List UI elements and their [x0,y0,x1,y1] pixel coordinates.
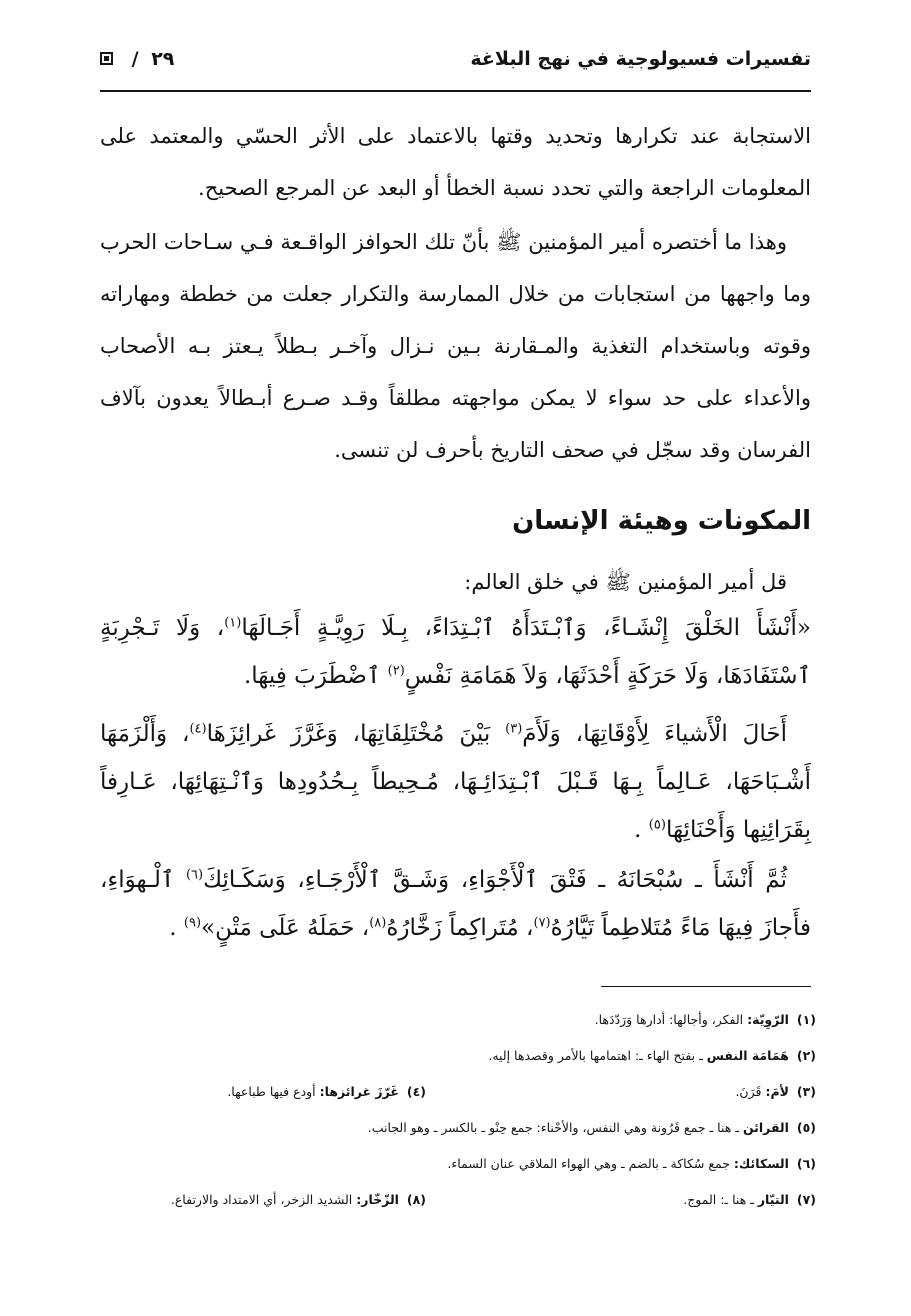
footnote-text: قَرَنَ. [735,1084,766,1099]
footnote-text: جمع سُكاكة ـ بالضم ـ وهي الهواء الملاقي عنان السماء. [447,1156,734,1171]
footnote-8 [171,1188,426,1212]
quote-text: ٱضْطَرَبَ فِيهَا. [243,663,381,689]
footnote-ref[interactable]: (٨) [369,915,387,931]
quote-text: ٱلْـهوَاءِ، فأَجازَ فِيهَا مَاءً مُتَلاطِماً تَيَّارُهُ [100,867,811,941]
quote-text: أَحَالَ الْأَشياءَ لِأَوْقَاتِهَا، وَلَأَمَ [522,721,787,747]
footnote-term: الرّوِيّة: [747,1012,789,1027]
footnote-text: الشديد الزخر، أي الامتداد والارتفاع. [170,1192,357,1207]
footnote-number: (٧) [796,1192,816,1207]
footnote-text: أودع فيها طباعها. [227,1084,320,1099]
page-number: ٢٩ [151,48,175,70]
footnote-ref[interactable]: (١) [224,615,242,631]
footnote-2 [100,1044,816,1080]
footnote-text: ـ هنا ـ: الموج. [683,1192,758,1207]
quote-paragraph-3 [100,856,811,952]
footnote-1 [100,1008,816,1044]
section-heading: المكونات وهيئة الإنسان [512,506,811,536]
footnote-3-4 [100,1080,816,1116]
page-header [100,44,811,84]
footnote-divider [601,986,811,987]
quote-text: ، وَلَا تَـجْرِبَةٍ ٱسْتَفَادَهَا، وَلَا حَرَكَةٍ أَحْدَثَهَا، وَلاَ هَمَامَةِ نَفْسٍ [100,615,811,689]
body-paragraph-1: الاستجابة عند تكرارها وتحديد وقتها بالاعتماد على الأثر الحسّي والمعتمد على المعلومات الراجعة والتي تحدد نسبة الخطأ أو البعد عن المرجع الصحيح. [100,124,811,200]
footnote-5 [100,1116,816,1152]
footnote-number: (٤) [406,1084,426,1099]
page-separator: / [131,48,139,70]
footnote-text: ـ هنا ـ جمع قَرُونة وهي النفس، والأحْناء: جمع حِنْو ـ بالكسر ـ وهو الجانب. [367,1120,743,1135]
footnote-ref[interactable]: (٧) [533,915,551,931]
footnote-term: القرائن [742,1120,789,1135]
footnote-term: السكائك: [733,1156,789,1171]
footnote-ref[interactable]: (٤) [189,721,207,737]
footnote-number: (٢) [796,1048,816,1063]
body-paragraph-2: وهذا ما أختصره أمير المؤمنين ﷺ بأنّ تلك الحوافز الواقـعة فـي سـاحات الحرب وما واجهها من استجابات من خلال الممارسة والتكرار جعلت من خططة ومهاراته وقوته وباستخدام التغذية والمـقارنة بـين نـزال وآخـر بـطلاً يـعتز بـه الأصحاب والأعداء على حد سواء لا يمكن مواجهته مطلقاً وقـد صـرع أبـطالاً يعدون بآلاف الفرسان وقد سجّل في صحف التاريخ بأحرف لن تنسى. [100,230,811,462]
footnote-4 [227,1080,426,1104]
quote-paragraph-2 [100,710,811,854]
footnote-ref[interactable]: (٢) [387,663,405,679]
footnote-term: غَرّزَ غرائزها: [319,1084,399,1099]
footnote-number: (٦) [796,1156,816,1171]
footnotes [100,1008,816,1224]
quote-text: ثُمَّ أَنْشَأَ ـ سُبْحَانَهُ ـ فَتْقَ ٱلْأَجْوَاءِ، وَشَـقَّ ٱلْأَرْجَـاءِ، وَسَكَـائِكَ [203,867,788,893]
footnote-text: ـ بفتح الهاء ـ: اهتمامها بالأمر وقصدها إليه. [488,1048,707,1063]
quote-text: بَيْنَ مُخْتَلِفَاتِهَا، وَغَرَّزَ غَرائِزَهَا [206,721,491,747]
footnote-term: الزّخّار: [356,1192,399,1207]
header-divider [100,90,811,92]
quote-text: ، حَمَلَهُ عَلَى مَتْنٍ» [201,915,370,941]
quote-text: . [634,817,642,843]
footnote-7-8 [100,1188,816,1224]
running-title: تفسيرات فسيولوجية في نهج البلاغة [470,48,811,70]
footnote-number: (٨) [406,1192,426,1207]
footnote-number: (١) [796,1012,816,1027]
footnote-term: هَمَامَة النفس [706,1048,789,1063]
quote-text: ، وَأَلْزَمَهَا أَشْـبَاحَهَا، عَـالِماً بِـهَا قَـبْلَ ٱبْـتِدَائِـهَا، مُـحِيطاً بِـحُدُودِها وَٱنْـتِهَائِهَا، عَـارِفاً بِقَرَائِنِها وَأَحْنَائِهَا [100,721,811,843]
footnote-6 [100,1152,816,1188]
footnote-ref[interactable]: (٥) [648,817,666,833]
quote-text: . [169,915,177,941]
page-number-block [100,48,174,70]
ornament-icon [100,52,113,65]
footnote-ref[interactable]: (٣) [505,721,523,737]
footnote-number: (٥) [796,1120,816,1135]
footnote-number: (٣) [796,1084,816,1099]
quote-paragraph-1 [100,604,811,700]
footnote-text: الفكر، وأجالها: أدارها وَرَدّدَها. [594,1012,748,1027]
footnote-term: التيّار [757,1192,789,1207]
quote-text: ، مُتَراكِماً زَخَّارُهُ [386,915,534,941]
footnote-ref[interactable]: (٩) [183,915,202,931]
footnote-term: لأمَ: [765,1084,789,1099]
quote-intro: قل أمير المؤمنين ﷺ في خلق العالم: [464,570,787,594]
quote-text: «أَنْشَأَ الخَلْقَ إِنْشَـاءً، وَٱبْـتَدَأَهُ ٱبْـتِدَاءً، بِـلَا رَوِيَّـةٍ أَجَـالَهَا [241,615,811,641]
footnote-ref[interactable]: (٦) [185,867,204,883]
